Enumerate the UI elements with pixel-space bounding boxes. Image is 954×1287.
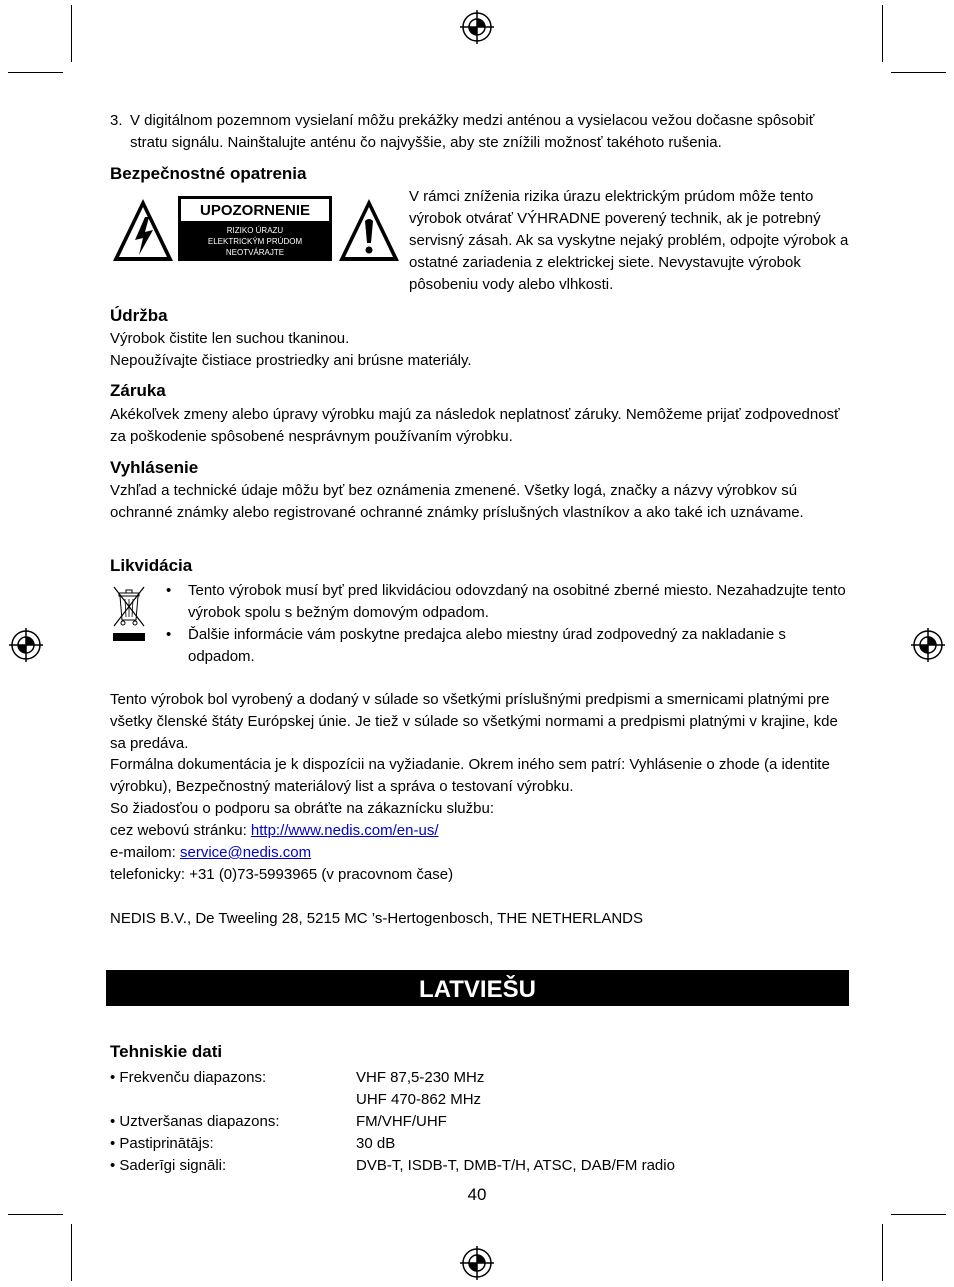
- warning-label-title: UPOZORNENIE: [181, 199, 329, 221]
- disclaimer-text: Vzhľad a technické údaje môžu byť bez oznámenia zmenené. Všetky logá, značky a názvy výrobkov sú ochranné známky alebo registrované ochranné známky príslušných vlastníkov a ako také ich uznávame.: [110, 482, 804, 521]
- maintenance-line: Nepoužívajte čistiace prostriedky ani brúsne materiály.: [110, 352, 472, 369]
- email-link[interactable]: service@nedis.com: [180, 844, 312, 861]
- exclamation-warning-icon: [337, 197, 401, 263]
- spec-row: [110, 1111, 850, 1133]
- crop-mark: [71, 5, 72, 62]
- email-line: [110, 842, 850, 864]
- page-number: 40: [467, 1185, 487, 1204]
- email-prefix: e-mailom:: [110, 844, 181, 861]
- crop-mark: [891, 1214, 946, 1215]
- spec-row: [110, 1133, 850, 1155]
- language-banner: LATVIEŠU: [106, 970, 849, 1006]
- spec-value: VHF 87,5-230 MHz: [356, 1069, 485, 1086]
- spec-value: 30 dB: [356, 1135, 396, 1152]
- spec-row: [110, 1089, 850, 1111]
- maintenance-line: Výrobok čistite len suchou tkaninou.: [110, 330, 350, 347]
- spec-row: [110, 1067, 850, 1089]
- spec-label: • Pastiprinātājs:: [110, 1135, 214, 1152]
- weee-crossed-bin-icon: [110, 584, 148, 644]
- company-address: NEDIS B.V., De Tweeling 28, 5215 MC ’s-Hertogenbosch, THE NETHERLANDS: [110, 910, 644, 927]
- registration-mark-icon: [460, 10, 494, 44]
- section-heading-warranty: Záruka: [110, 381, 166, 400]
- electric-shock-warning-icon: [111, 197, 175, 263]
- spec-value: FM/VHF/UHF: [356, 1113, 447, 1130]
- crop-mark: [8, 72, 63, 73]
- section-heading-specs: Tehniskie dati: [110, 1042, 223, 1061]
- disposal-list: [166, 580, 856, 668]
- phone-text: telefonicky: +31 (0)73-5993965 (v pracovnom čase): [110, 866, 454, 883]
- spec-label: • Frekvenču diapazons:: [110, 1069, 267, 1086]
- documentation-text: Formálna dokumentácia je k dispozícii na vyžiadanie. Okrem iného sem patrí: Vyhlásenie o zhode (a identite výrobku), Bezpečnostný materiálový list a správa o testovaní výrobku.: [110, 756, 830, 795]
- section-heading-maintenance: Údržba: [110, 306, 168, 325]
- spec-value: DVB-T, ISDB-T, DMB-T/H, ATSC, DAB/FM radio: [356, 1157, 675, 1174]
- warranty-text: Akékoľvek zmeny alebo úpravy výrobku majú za následok neplatnosť záruky. Nemôžeme prijať zodpovednosť za poškodenie spôsobené nesprávnym používaním výrobku.: [110, 406, 840, 445]
- list-item: • Ďalšie informácie vám poskytne predajca alebo miestny úrad zodpovedný za nakladanie s odpadom.: [166, 624, 856, 668]
- spec-label: • Uztveršanas diapazons:: [110, 1113, 280, 1130]
- compliance-text: Tento výrobok bol vyrobený a dodaný v súlade so všetkými príslušnými predpismi a smernicami platnými pre všetky členské štáty Európskej únie. Je tiež v súlade so všetkými normami a predpismi platnými v krajine, kde sa predáva.: [110, 691, 838, 752]
- list-item: • Tento výrobok musí byť pred likvidáciou odovzdaný na osobitné zberné miesto. Nezahadzujte tento výrobok spolu s bežným domovým odpadom.: [166, 580, 856, 624]
- registration-mark-icon: [911, 628, 945, 662]
- list-item-text: V digitálnom pozemnom vysielaní môžu prekážky medzi anténou a vysielacou vežou dočasne spôsobiť stratu signálu. Nainštalujte anténu čo najvyššie, aby ste znížili možnosť takéhoto rušenia.: [130, 112, 815, 151]
- section-heading-disclaimer: Vyhlásenie: [110, 458, 199, 477]
- list-item-number: 3.: [110, 112, 123, 129]
- web-prefix: cez webovú stránku:: [110, 822, 251, 839]
- web-line: [110, 820, 850, 842]
- warning-label-line: NEOTVÁRAJTE: [225, 248, 285, 257]
- warning-label-line: RIZIKO ÚRAZU: [226, 226, 284, 235]
- website-link[interactable]: http://www.nedis.com/en-us/: [250, 822, 439, 839]
- crop-mark: [882, 5, 883, 62]
- registration-mark-icon: [460, 1246, 494, 1280]
- crop-mark: [882, 1224, 883, 1281]
- safety-text: V rámci zníženia rizika úrazu elektrickým prúdom môže tento výrobok otvárať VÝHRADNE poverený technik, ak je potrebný servisný zásah. Ak sa vyskytne nejaký problém, odpojte výrobok a ostatné zariadenia z elektrickej siete. Nevystavujte výrobok pôsobeniu vody alebo vlhkosti.: [409, 188, 849, 293]
- warning-label: [178, 196, 332, 261]
- spec-row: [110, 1155, 850, 1177]
- crop-mark: [891, 72, 946, 73]
- spec-label: • Saderīgi signāli:: [110, 1157, 227, 1174]
- section-heading-disposal: Likvidácia: [110, 556, 193, 575]
- spec-value: UHF 470-862 MHz: [356, 1091, 482, 1108]
- crop-mark: [8, 1214, 63, 1215]
- crop-mark: [71, 1224, 72, 1281]
- section-heading-safety: Bezpečnostné opatrenia: [110, 164, 307, 183]
- registration-mark-icon: [9, 628, 43, 662]
- support-text: So žiadosťou o podporu sa obráťte na zákaznícku službu:: [110, 800, 494, 817]
- warning-label-line: ELEKTRICKÝM PRÚDOM: [207, 237, 303, 246]
